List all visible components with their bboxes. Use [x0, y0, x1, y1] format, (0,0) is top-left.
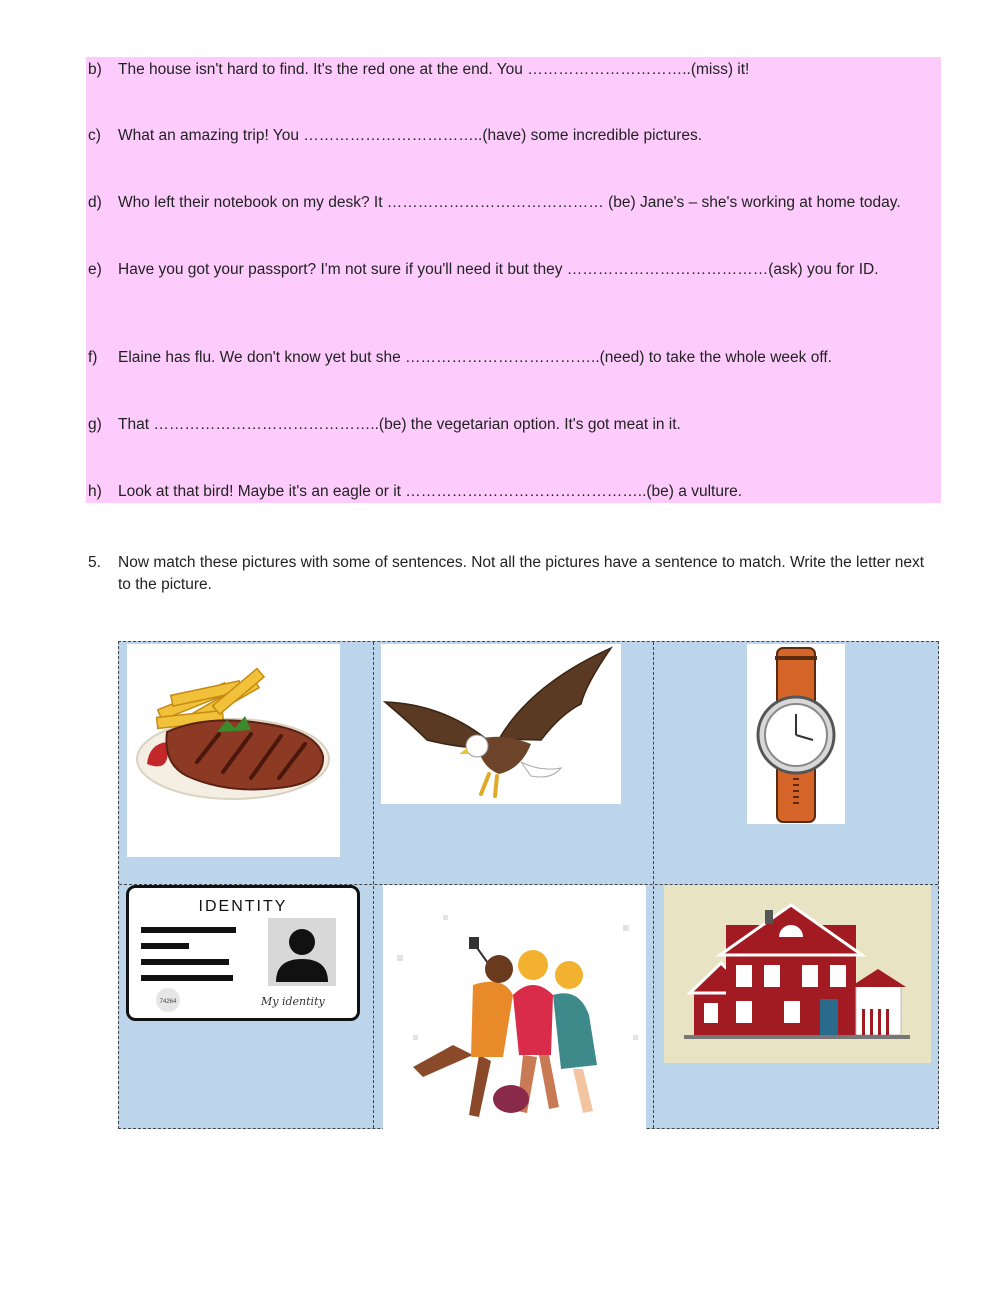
house-icon [664, 885, 931, 1063]
exercise-f: f) Elaine has flu. We don't know yet but she ………………………………..(need) to take the whole week off. [88, 349, 832, 366]
picture-eagle[interactable] [381, 644, 621, 804]
id-card-signature: My identity [261, 995, 325, 1008]
picture-red-house[interactable] [664, 885, 931, 1063]
exercise-h: h) Look at that bird! Maybe it's an eagle or it ………………………………………..(be) a vulture. [88, 483, 743, 500]
picture-identity-card[interactable] [126, 885, 360, 1021]
selfie-group-icon [383, 885, 646, 1129]
picture-steak[interactable] [127, 644, 340, 857]
picture-watch[interactable] [747, 644, 845, 824]
id-card-icon [126, 885, 360, 1021]
grid-divider [653, 642, 654, 1128]
exercise-c: c) What an amazing trip! You ……………………………..(have) some incredible pictures. [88, 127, 703, 144]
exercise-d: d) Who left their notebook on my desk? It …………………………………… (be) Jane's – she's working at home today. [88, 194, 901, 211]
grid-divider [373, 642, 374, 1128]
watch-icon [747, 644, 845, 824]
picture-friends-selfie[interactable] [383, 885, 646, 1129]
id-card-stamp: 74264 [159, 999, 177, 1005]
exercise-highlight [86, 57, 941, 503]
exercise-e: e) Have you got your passport? I'm not sure if you'll need it but they …………………………………(ask) you for ID. [88, 261, 879, 278]
exercise-b: b) The house isn't hard to find. It's the red one at the end. You …………………………..(miss) it! [88, 61, 750, 78]
steak-icon [127, 644, 340, 857]
picture-grid [118, 641, 939, 1129]
id-card-title: IDENTITY [198, 898, 288, 915]
exercise-g: g) That ……………………………………..(be) the vegetarian option. It's got meat in it. [88, 416, 681, 433]
eagle-icon [381, 644, 621, 804]
